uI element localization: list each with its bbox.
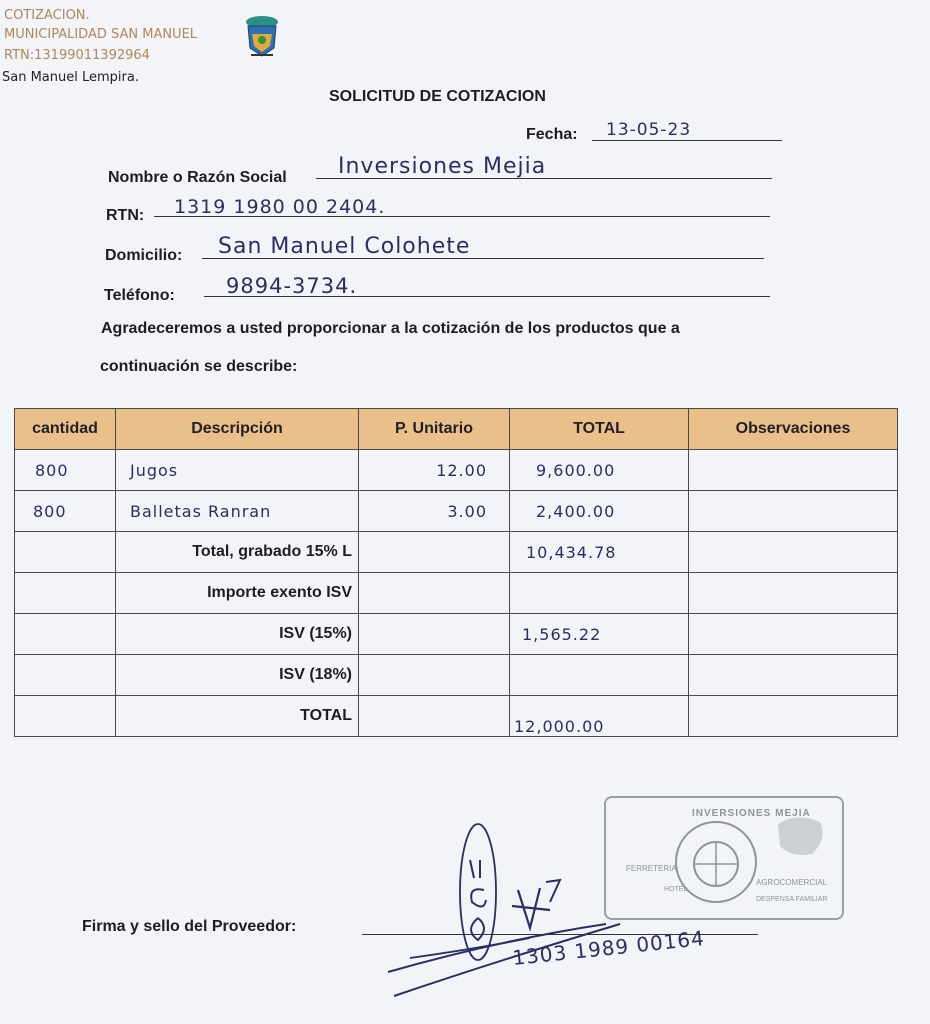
firma-label: Firma y sello del Proveedor: [82,918,297,935]
summary-label-total: TOTAL [116,696,359,737]
summary-empty [689,573,898,614]
summary-empty [15,696,116,737]
summary-empty [15,614,116,655]
telefono-label: Teléfono: [104,287,175,304]
row-cantidad: 800 [15,491,116,532]
page-title: SOLICITUD DE COTIZACION [329,88,546,105]
summary-empty [15,532,116,573]
header-municipality: MUNICIPALIDAD SAN MANUEL [4,27,198,42]
summary-label-isv15: ISV (15%) [116,614,359,655]
summary-row [15,696,898,737]
row-total: 2,400.00 [510,491,689,532]
col-header-cantidad: cantidad [15,409,116,450]
col-header-unitario: P. Unitario [359,409,510,450]
stamp-right: AGROCOMERCIAL [756,878,828,887]
summary-empty [359,573,510,614]
summary-row [15,573,898,614]
table-row [15,491,898,532]
row-descripcion: Jugos [116,450,359,491]
header-cotizacion: COTIZACION. [4,8,90,23]
summary-label-isv18: ISV (18%) [116,655,359,696]
summary-value-isv15: 1,565.22 [510,614,689,655]
nombre-field [316,154,772,179]
fecha-value: 13-05-23 [606,120,692,140]
summary-row [15,532,898,573]
summary-empty [689,532,898,573]
intro-text-line2: continuación se describe: [100,358,298,375]
summary-row [15,655,898,696]
table-row [15,450,898,491]
telefono-value: 9894-3734. [226,274,358,298]
domicilio-label: Domicilio: [105,247,183,264]
row-unitario: 12.00 [359,450,510,491]
summary-empty [689,614,898,655]
nombre-value: Inversiones Mejia [338,154,547,179]
fecha-field [592,120,782,141]
domicilio-field [202,234,764,259]
stamp-bottom-left: HOTEL [664,886,688,893]
summary-row [15,614,898,655]
summary-empty [15,573,116,614]
row-unitario: 3.00 [359,491,510,532]
row-descripcion: Balletas Ranran [116,491,359,532]
municipal-seal-logo [242,12,282,60]
summary-value-exento [510,573,689,614]
summary-value-isv18 [510,655,689,696]
col-header-descripcion: Descripción [116,409,359,450]
summary-empty [15,655,116,696]
rtn-label: RTN: [106,207,145,224]
summary-empty [689,655,898,696]
stamp-left: FERRETERIA [626,864,677,873]
summary-empty [689,696,898,737]
header-city: San Manuel Lempira. [2,70,139,85]
quote-table [14,408,898,737]
row-observaciones [689,450,898,491]
col-header-total: TOTAL [510,409,689,450]
domicilio-value: San Manuel Colohete [218,234,471,259]
signature-number: 1303 1989 00164 [511,925,706,971]
summary-empty [359,614,510,655]
nombre-label: Nombre o Razón Social [108,169,287,186]
table-header-row [15,409,898,450]
col-header-observaciones: Observaciones [689,409,898,450]
summary-empty [359,532,510,573]
stamp-bottom-right: DESPENSA FAMILIAR [756,896,828,903]
stamp-text: INVERSIONES MEJIA [692,808,811,819]
summary-label-exento: Importe exento ISV [116,573,359,614]
row-total: 9,600.00 [510,450,689,491]
summary-label-grabado: Total, grabado 15% L [116,532,359,573]
summary-empty [359,655,510,696]
row-observaciones [689,491,898,532]
summary-value-grabado: 10,434.78 [510,532,689,573]
rtn-value: 1319 1980 00 2404. [174,196,386,218]
summary-value-total: 12,000.00 [510,696,689,737]
row-cantidad: 800 [15,450,116,491]
telefono-field [204,274,770,298]
rtn-field [154,196,770,218]
header-rtn: RTN:13199011392964 [4,48,150,63]
summary-empty [359,696,510,737]
intro-text-line1: Agradeceremos a usted proporcionar a la cotización de los productos que a [101,320,680,337]
fecha-label: Fecha: [526,126,578,143]
handwritten-signature [380,820,650,1010]
